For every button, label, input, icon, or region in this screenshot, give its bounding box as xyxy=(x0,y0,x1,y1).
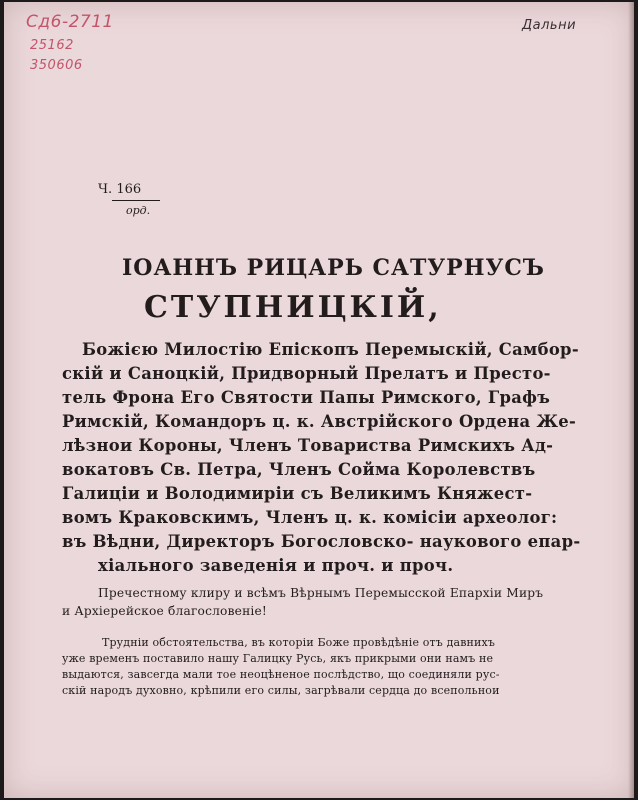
body-line: уже временъ поставило нашу Галицку Русь, якъ прикрыми они намъ не xyxy=(62,652,494,665)
body-line: скій народъ духовно, крѣпили его силы, загрѣвали сердца до всепольнои xyxy=(62,684,500,697)
title-line: тель Фрона Его Святости Папы Римского, Графъ xyxy=(62,388,551,407)
greeting-line: Пречестному клиру и всѣмъ Вѣрнымъ Перемысской Епархіи Миръ xyxy=(98,586,544,600)
shelf-mark: Сд6-2711 xyxy=(26,12,114,32)
title-line: лѣзнои Короны, Членъ Товариства Римскихъ Ад- xyxy=(62,436,554,455)
title-line: Римскій, Командоръ ц. к. Австрійского Ордена Же- xyxy=(62,412,577,431)
bishop-name: СТУПНИЦКІЙ, xyxy=(144,290,442,325)
heading-line: ІОАННЪ РИЦАРЬ САТУРНУСЪ xyxy=(122,255,545,281)
title-line: въ Вѣдни, Директоръ Богословско- наукового епар- xyxy=(62,532,581,551)
body-line: выдаются, завсегда мали тое неоцѣненое послѣдство, що соединяли рус- xyxy=(62,668,500,681)
title-line: Божією Милостію Епіскопъ Перемыскій, Самбор- xyxy=(82,340,579,359)
title-line: вокатовъ Св. Петра, Членъ Сойма Королевствъ xyxy=(62,460,536,479)
top-right-annotation: Дальни xyxy=(522,18,577,33)
title-line: хіального заведенія и проч. и проч. xyxy=(98,556,454,575)
reference-underline xyxy=(112,200,160,201)
title-line: скій и Саноцкій, Придворный Прелатъ и Престо- xyxy=(62,364,551,383)
body-line: Трудніи обстоятельства, въ которіи Боже провѣдѣніе отъ давнихъ xyxy=(102,636,496,649)
greeting-line: и Архіерейское благословеніе! xyxy=(62,604,267,618)
reference-number: Ч. 166 xyxy=(98,182,142,197)
title-line: вомъ Краковскимъ, Членъ ц. к. комісіи археолог: xyxy=(62,508,558,527)
title-line: Галиціи и Володимиріи съ Великимъ Княжест- xyxy=(62,484,533,503)
archive-number-secondary: 350606 xyxy=(30,58,83,73)
document-page xyxy=(4,2,634,798)
reference-suffix: орд. xyxy=(126,204,151,217)
archive-number: 25162 xyxy=(30,38,74,53)
